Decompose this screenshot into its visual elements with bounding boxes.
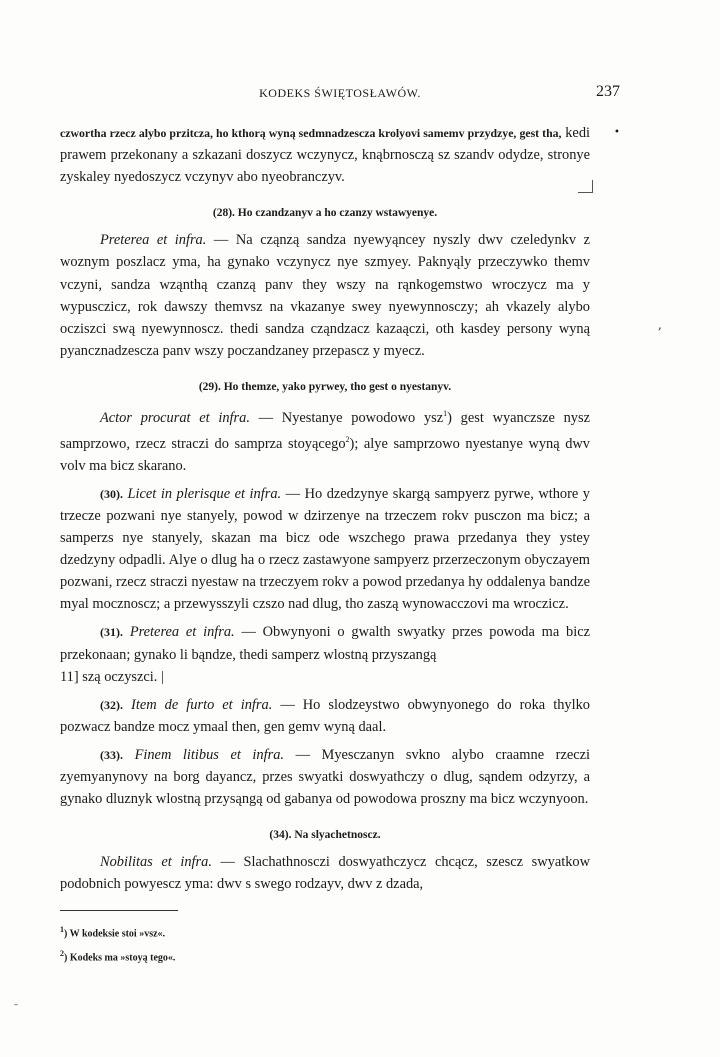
section-number: (32). [100, 697, 123, 712]
paragraph-continuation [60, 122, 590, 188]
latin-incipit: Preterea et infra. [100, 232, 207, 249]
paragraph-text: — Ho slodzeystwo obwynyonego do roka thylko pozwacz bandze mocz ymaal then, gen gemv wyną daal. [60, 696, 590, 735]
latin-incipit: Preterea et infra. [129, 624, 235, 641]
bold-lead: czwortha rzecz alybo przitcza, ho kthorą wyną sedmnadzescza krolyovi samemv przydzye, gest tha, [60, 126, 562, 140]
latin-incipit: Licet in plerisque et infra. [127, 485, 282, 502]
section-heading-34: (34). Na slyachetnoscz. [269, 829, 381, 842]
footnotes [60, 912, 590, 969]
section-number: (31). [100, 625, 123, 640]
margin-mark: , [658, 318, 662, 332]
margin-dot: • [614, 127, 620, 138]
footnote-ref-1[interactable]: 1 [443, 409, 448, 419]
paragraph-text: — Obwynyoni o gwalth swyatky przes powoda ma bicz przekonaan; gynako li bąndze, thedi samperz wlostną przyszangą [60, 624, 590, 663]
section-number: (33). [100, 747, 123, 762]
section-number: (30). [100, 486, 123, 501]
paragraph-text: — Myesczanyn svkno alybo craamne rzeczi zyemyanynovy na borg dayancz, przes swyatki doswyathczy o dlug, sąndem odzyrzy, a gynako dluznyk wlostną przysąngą od gabanya od powodowa proszny ma bicz wczynyoon. [60, 746, 590, 808]
section-heading-28: (28). Ho czandzanyv a ho czanzy wstawyenye. [212, 207, 438, 220]
footnote-text: ) W kodeksie stoi »vsz«. [64, 928, 166, 940]
page-body [60, 122, 590, 896]
section-34-text [60, 851, 590, 895]
section-29-text [60, 403, 590, 477]
section-31-text [60, 621, 590, 687]
section-33-text [60, 744, 590, 810]
paragraph-text: ); alye samprzowo nyestanye wyną dwv volv ma bicz skarano. [60, 435, 590, 474]
footnote-mark: 1 [60, 925, 64, 934]
footnote-1 [60, 920, 590, 944]
paragraph-text: szą oczyszci. | [78, 668, 164, 685]
paragraph-text: — Nyestanye powodowo ysz [249, 409, 444, 426]
paragraph-text: — Na cząnzą sandza nyewyąncey nyszly dwv czeledynkv z woznym poszlacz yma, ha gynako vczynycz nye szmyey. Paknyąly przeczywko themv vczyni, sandza wząnthą czanzą panv they wszy na rąnkogemstwo wroczycz ma y wypusczicz, rok dawszy themvsz na vkazanye swey nyewynnosczy; ah vkazely alybo ocziszci swą nyewynnoscz. thedi sandza cząndzacz kazaączi, oth kasdey persony wyną pyancznadzescza panv wszy poczandzaney przepascz y myecz. [60, 232, 590, 359]
folio-marker: 11] [60, 668, 79, 685]
footnote-text: ) Kodeks ma »stoyą tego«. [64, 952, 176, 964]
paragraph-text: — Slachathnosczi doswyathczycz chcącz, szescz swyatkow podobnich powyescz yma: dwv s swego rodzayv, dwv z dzada, [60, 854, 590, 893]
latin-incipit: Actor procurat et infra. [100, 409, 250, 426]
latin-incipit: Finem litibus et infra. [134, 746, 285, 763]
section-30-text [60, 483, 590, 616]
paragraph-text: kedi prawem przekonany a szkazani doszycz wczynycz, knąbrnosczą sz szandv odydze, stronye zyskaley nyedoszycz vczynyv abo nyeobranczyv. [60, 125, 591, 186]
margin-tick: – [14, 1000, 18, 1009]
footnote-mark: 2 [60, 949, 64, 959]
section-28-text [60, 229, 590, 362]
footnote-2 [60, 944, 590, 968]
page-number: 237 [596, 83, 620, 100]
section-32-text [60, 694, 590, 738]
page-header [60, 83, 620, 106]
paragraph-text: — Ho dzedzynye skargą sampyerz pyrwe, wthore y trzecze pozwani nye stanyely, powod w dzirzenye na trzeczem rokv pusczon ma bicz; a samperzs nye stanyely, skazan ma bicz ode wszchego prawa przedanya they ystey dzedzyny odpadli. Alye o dlug ha o rzecz zastawyone sampyerz przerzeczonym obyczayem pozwani, rzecz straczi nyestaw na trzeczyem rokv a powod przedanya hy oddalenya bandze myal mocznoscz; a przewysszyli czszo nad dlug, tho zaszą wynowacczovi ma wroczicz. [60, 485, 591, 613]
running-title: KODEKS ŚWIĘTOSŁAWÓW. [259, 86, 421, 100]
footnote-ref-2[interactable]: 2 [345, 434, 350, 444]
paragraph-text: ) gest wyanczsze nysz samprzowo, rzecz straczi do samprza stoyącego [60, 409, 590, 452]
latin-incipit: Item de furto et infra. [131, 696, 273, 713]
latin-incipit: Nobilitas et infra. [100, 854, 212, 871]
footnote-divider [60, 910, 178, 911]
section-heading-29: (29). Ho themze, yako pyrwey, tho gest o nyestanyv. [198, 380, 452, 393]
